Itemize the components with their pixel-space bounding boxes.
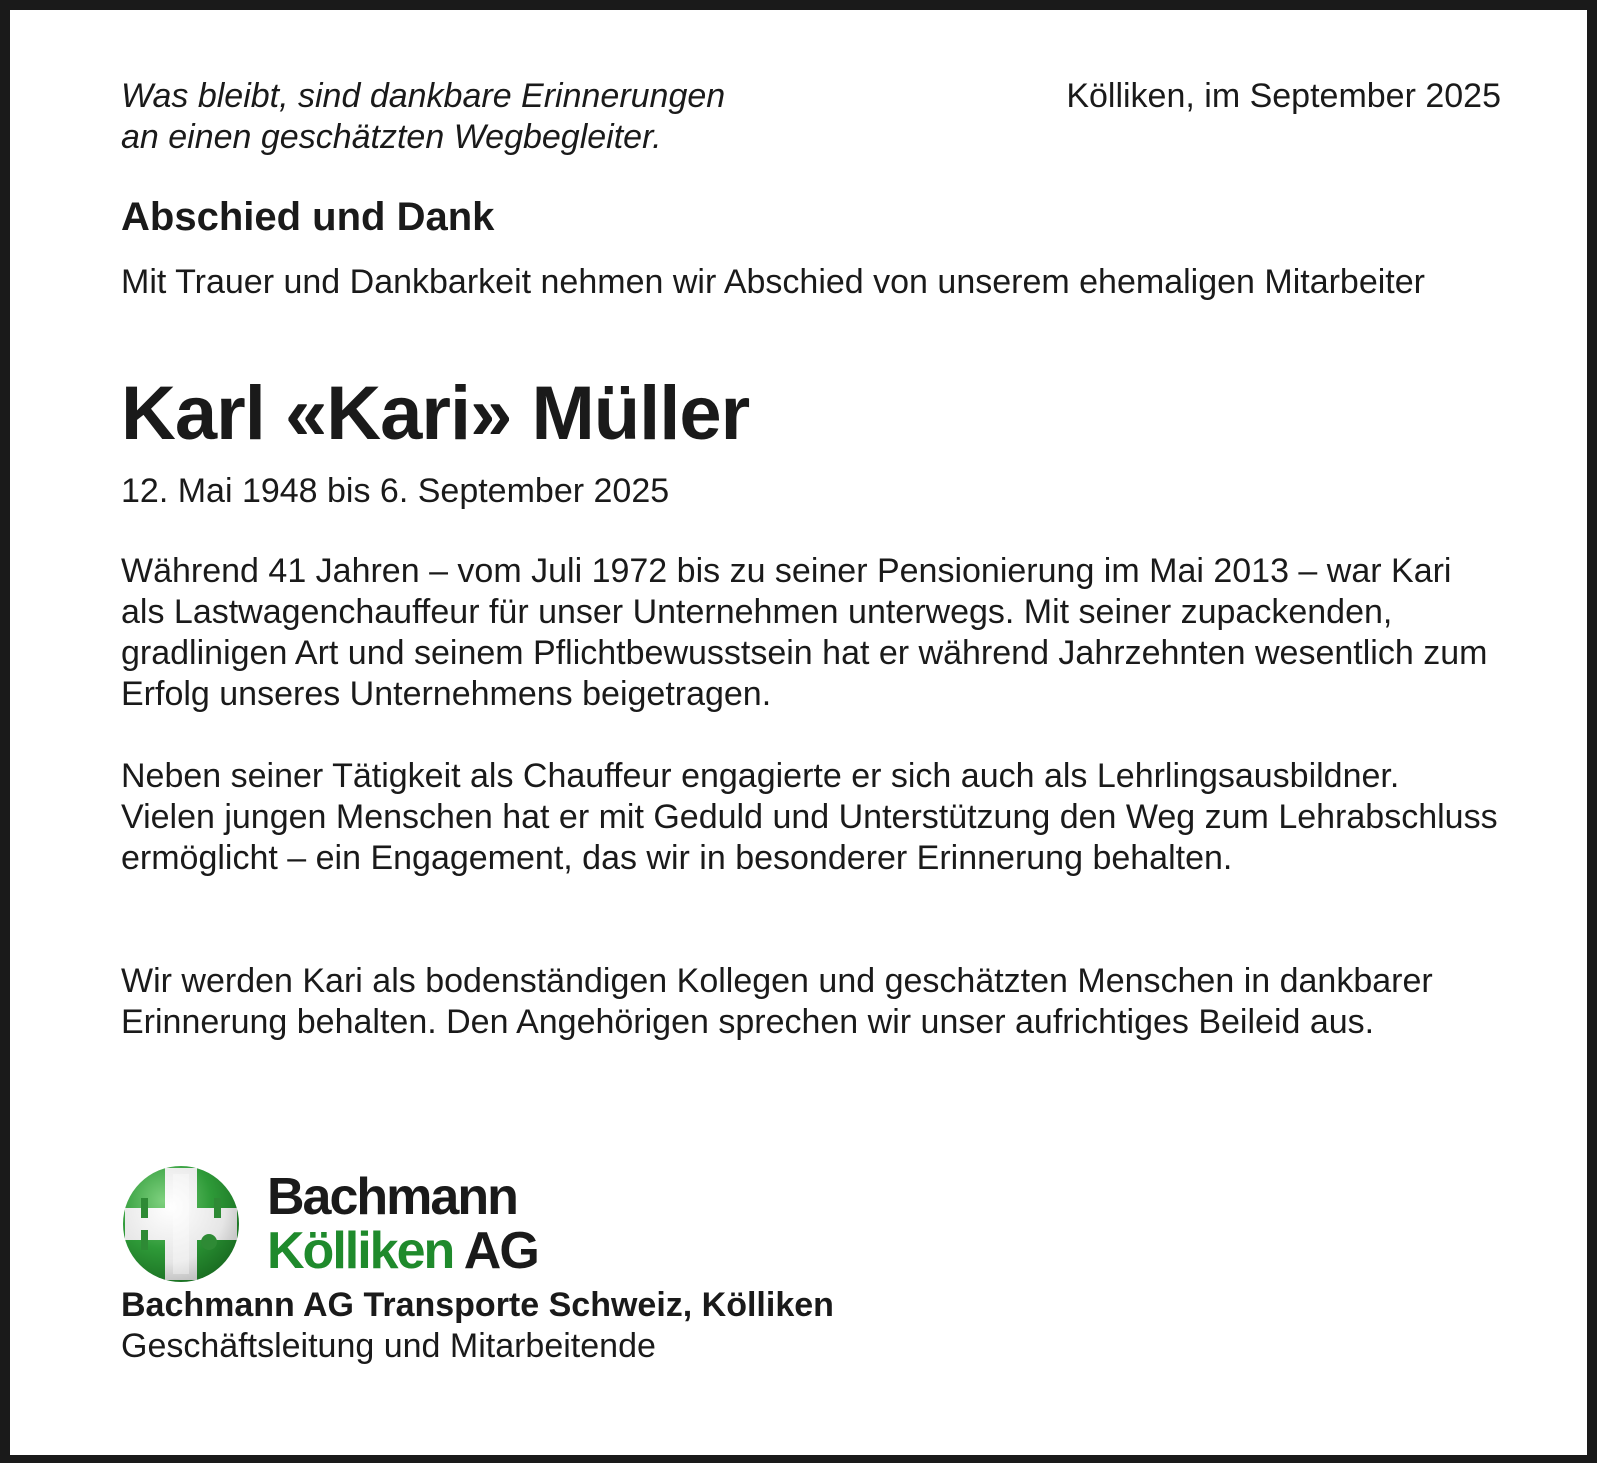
company-signature	[121, 1285, 834, 1367]
obituary-notice	[121, 76, 1501, 1365]
motto	[121, 76, 725, 158]
header-row	[121, 76, 1501, 166]
motto-line-2: an einen geschätzten Wegbegleiter.	[121, 118, 662, 156]
logo-wordmark	[267, 1170, 538, 1278]
place-date: Kölliken, im September 2025	[1066, 77, 1501, 115]
motto-line-1: Was bleibt, sind dankbare Erinnerungen	[121, 77, 726, 115]
deceased-name: Karl «Kari» Müller	[121, 371, 750, 456]
company-name: Bachmann AG Transporte Schweiz, Kölliken	[121, 1286, 834, 1324]
bachmann-logo-mark-icon	[121, 1164, 241, 1284]
paragraph-career: Während 41 Jahren – vom Juli 1972 bis zu seiner Pensionierung im Mai 2013 – war Kari als Lastwagenchauffeur für unser Unternehmen unterwegs. Mit seiner zupackenden, gradlinigen Art und seinem Pflichtbewusstsein hat er während Jahrzehnten wesentlich zum Erfolg unseres Unternehmens beigetragen.	[121, 552, 1488, 713]
company-logo	[121, 1164, 581, 1284]
logo-line-1: Bachmann	[267, 1168, 517, 1226]
notice-heading: Abschied und Dank	[121, 195, 495, 239]
logo-line-2-black: AG	[453, 1222, 538, 1280]
paragraph-apprentices: Neben seiner Tätigkeit als Chauffeur engagierte er sich auch als Lehrlingsausbildner. Vielen jungen Menschen hat er mit Geduld und Unterstützung den Weg zum Lehrabschluss ermöglicht – ein Engagement, das wir in besonderer Erinnerung behalten.	[121, 757, 1498, 877]
logo-line-2-green: Kölliken	[267, 1222, 454, 1280]
company-subline: Geschäftsleitung und Mitarbeitende	[121, 1327, 656, 1365]
paragraph-condolences: Wir werden Kari als bodenständigen Kollegen und geschätzten Menschen in dankbarer Erinnerung behalten. Den Angehörigen sprechen wir unser aufrichtiges Beileid aus.	[121, 962, 1433, 1041]
life-dates: 12. Mai 1948 bis 6. September 2025	[121, 472, 670, 510]
intro-text: Mit Trauer und Dankbarkeit nehmen wir Abschied von unserem ehemaligen Mitarbeiter	[121, 263, 1425, 301]
